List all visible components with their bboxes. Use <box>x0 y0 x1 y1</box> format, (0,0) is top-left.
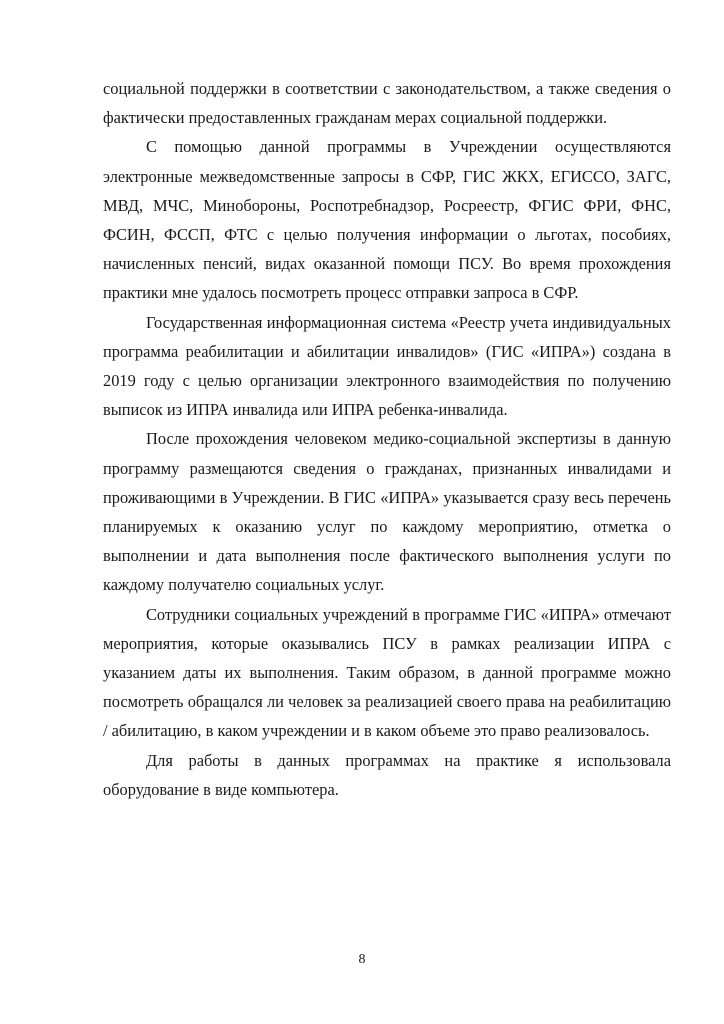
paragraph-gis-ipra-intro: Государственная информационная система «Реестр учета индивидуальных программа реабилитации и абилитации инвалидов» (ГИС «ИПРА») создана в 2019 году с целью организации электронного взаимодействия по получению выписок из ИПРА инвалида или ИПРА ребенка-инвалида. <box>103 312 671 420</box>
paragraph-mse-data: После прохождения человеком медико-социальной экспертизы в данную программу размещаются сведения о гражданах, признанных инвалидами и проживающими в Учреждении. В ГИС «ИПРА» указывается сразу весь перечень планируемых к оказанию услуг по каждому мероприятию, отметка о выполнении и дата выполнения после фактического выполнения услуги по каждому получателю социальных услуг. <box>103 429 671 595</box>
paragraph-continuation: социальной поддержки в соответствии с законодательством, а также сведения о фактически предоставленных гражданам мерах социальной поддержки. <box>103 79 671 128</box>
paragraph-staff-actions: Сотрудники социальных учреждений в программе ГИС «ИПРА» отмечают мероприятия, которые оказывались ПСУ в рамках реализации ИПРА с указанием даты их выполнения. Таким образом, в данной программе можно посмотреть обращался ли человек за реализацией своего права на реабилитацию / абилитацию, в каком учреждении и в каком объеме это право реализовалось. <box>103 604 671 741</box>
paragraph-equipment: Для работы в данных программах на практике я использовала оборудование в виде компьютера. <box>103 750 671 799</box>
page-number: 8 <box>358 952 366 967</box>
body-text <box>103 74 671 804</box>
paragraph-interagency-requests: С помощью данной программы в Учреждении осуществляются электронные межведомственные запросы в СФР, ГИС ЖКХ, ЕГИССО, ЗАГС, МВД, МЧС, Минобороны, Роспотребнадзор, Росреестр, ФГИС ФРИ, ФНС, ФСИН, ФССП, ФТС с целью получения информации о льготах, пособиях, начисленных пенсий, видах оказанной помощи ПСУ. Во время прохождения практики мне удалось посмотреть процесс отправки запроса в СФР. <box>103 137 671 303</box>
